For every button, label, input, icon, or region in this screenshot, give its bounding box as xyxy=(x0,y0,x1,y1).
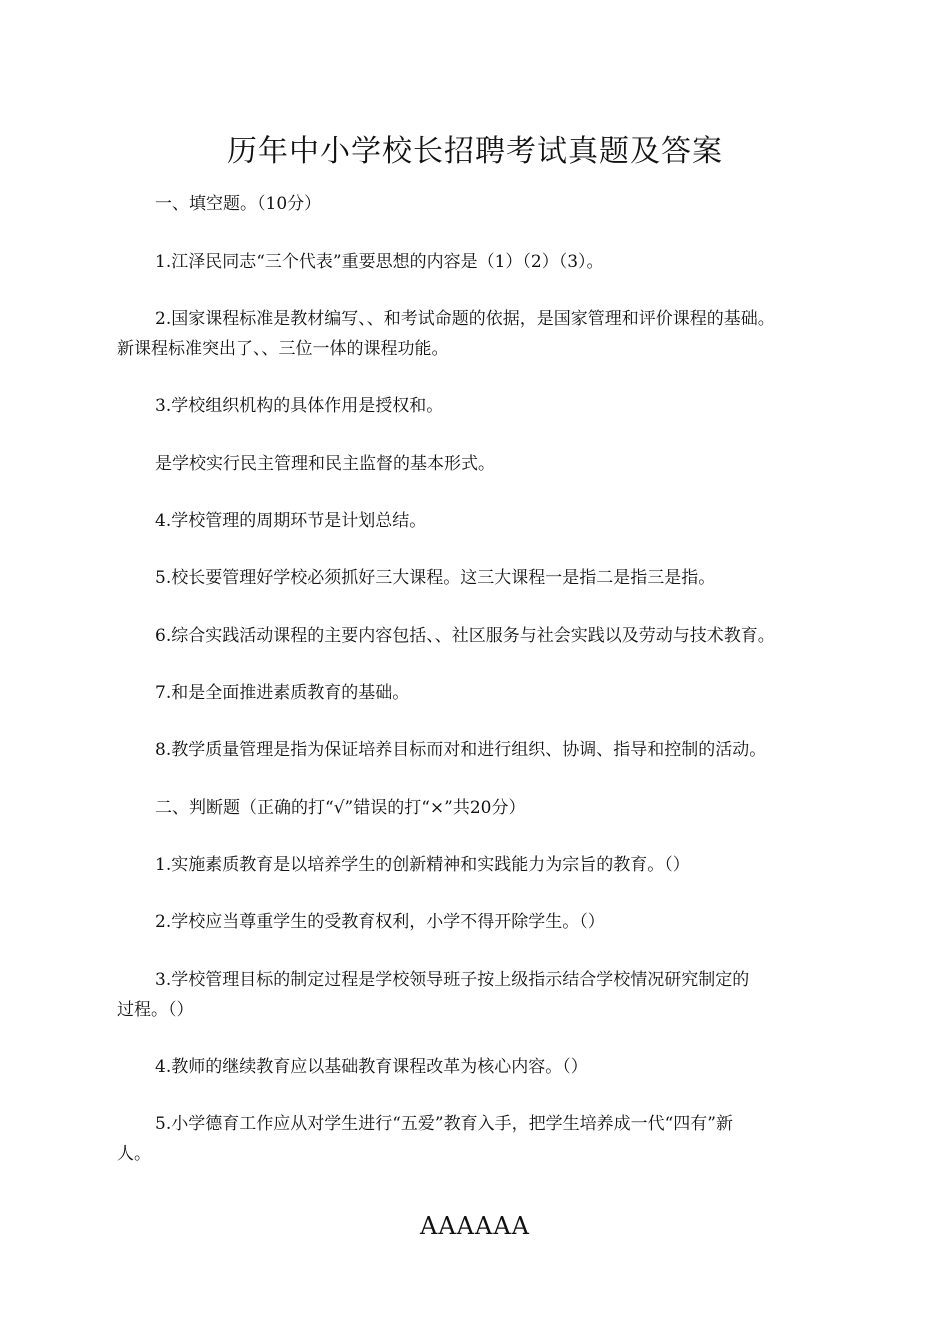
question-2-4: 4.教师的继续教育应以基础教育课程改革为核心内容。（） xyxy=(155,1057,588,1077)
question-1-2-line1: 2.国家课程标准是教材编写、、和考试命题的依据，是国家管理和评价课程的基础。 xyxy=(155,309,775,329)
question-2-2: 2.学校应当尊重学生的受教育权利，小学不得开除学生。（） xyxy=(155,912,605,932)
question-1-3-continuation: 是学校实行民主管理和民主监督的基本形式。 xyxy=(155,454,495,474)
document-title: 历年中小学校长招聘考试真题及答案 xyxy=(227,134,723,169)
question-2-1: 1.实施素质教育是以培养学生的创新精神和实践能力为宗旨的教育。（） xyxy=(155,855,690,875)
question-1-4: 4.学校管理的周期环节是计划总结。 xyxy=(155,511,427,531)
question-1-1: 1.江泽民同志“三个代表”重要思想的内容是（1）（2）（3）。 xyxy=(155,252,604,272)
question-1-8: 8.教学质量管理是指为保证培养目标而对和进行组织、协调、指导和控制的活动。 xyxy=(155,740,767,760)
question-2-5-line1: 5.小学德育工作应从对学生进行“五爱”教育入手，把学生培养成一代“四有”新 xyxy=(155,1114,733,1134)
question-2-3-line1: 3.学校管理目标的制定过程是学校领导班子按上级指示结合学校情况研究制定的 xyxy=(155,970,750,990)
page-footer: AAAAAA xyxy=(420,1212,530,1240)
section1-heading: 一、填空题。（10分） xyxy=(155,194,322,214)
question-1-2-line2: 新课程标准突出了、、三位一体的课程功能。 xyxy=(117,339,449,359)
question-1-7: 7.和是全面推进素质教育的基础。 xyxy=(155,683,410,703)
section2-heading: 二、判断题（正确的打“√”错误的打“×”共20分） xyxy=(155,798,526,818)
question-2-5-line2: 人。 xyxy=(117,1144,151,1164)
question-1-5: 5.校长要管理好学校必须抓好三大课程。这三大课程一是指二是指三是指。 xyxy=(155,568,716,588)
question-2-3-line2: 过程。（） xyxy=(117,1000,194,1020)
question-1-6: 6.综合实践活动课程的主要内容包括、、社区服务与社会实践以及劳动与技术教育。 xyxy=(155,626,775,646)
question-1-3: 3.学校组织机构的具体作用是授权和。 xyxy=(155,396,444,416)
